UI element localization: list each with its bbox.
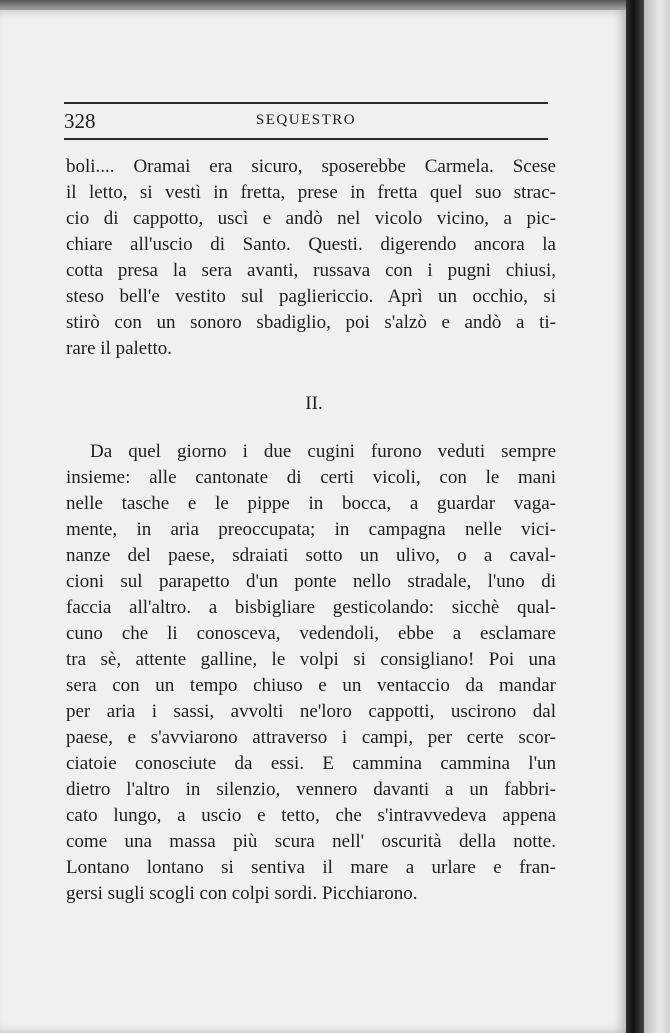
running-head: SEQUESTRO xyxy=(255,112,357,128)
text-line: Lontano lontano si sentiva il mare a urlare e fran- xyxy=(66,857,556,878)
text-line: cioni sul parapetto d'un ponte nello stradale, l'uno di xyxy=(66,571,556,592)
page-header xyxy=(64,102,548,140)
text-line: nelle tasche e le pippe in bocca, a guardar vaga- xyxy=(66,493,556,514)
text-line: mente, in aria preoccupata; in campagna nelle vici- xyxy=(66,519,556,540)
text-line: ciatoie conosciute da essi. E cammina cammina l'un xyxy=(66,753,556,774)
text-line: sera con un tempo chiuso e un ventaccio da mandar xyxy=(66,675,556,696)
text-line: stirò con un sonoro sbadiglio, poi s'alzò e andò a ti- xyxy=(66,312,556,333)
page-number: 328 xyxy=(64,109,96,133)
text-line: rare il paletto. xyxy=(66,338,173,359)
text-line: insieme: alle cantonate di certi vicoli, con le mani xyxy=(66,467,556,488)
section-number: II. xyxy=(305,393,323,414)
text-line: come una massa più scura nell' oscurità della notte. xyxy=(66,831,556,852)
text-line: gersi sugli scogli con colpi sordi. Picchiarono. xyxy=(66,883,418,904)
text-line: boli.... Oramai era sicuro, sposerebbe Carmela. Scese xyxy=(66,156,556,177)
text-line: Da quel giorno i due cugini furono veduti sempre xyxy=(90,441,556,462)
text-line: tra sè, attente galline, le volpi si consigliano! Poi una xyxy=(66,649,556,670)
text-line: chiare all'uscio di Santo. Questi. digerendo ancora la xyxy=(66,234,556,255)
book-spine-shadow xyxy=(626,0,644,1033)
book-page xyxy=(0,10,628,1033)
text-line: cio di cappotto, uscì e andò nel vicolo vicino, a pic- xyxy=(66,208,556,229)
text-line: paese, e s'avviarono attraverso i campi, per certe scor- xyxy=(66,727,556,748)
text-line: cotta presa la sera avanti, russava con i pugni chiusi, xyxy=(66,260,556,281)
text-line: per aria i sassi, avvolti ne'loro cappotti, uscirono dal xyxy=(66,701,556,722)
text-line: nanze del paese, sdraiati sotto un ulivo, o a caval- xyxy=(66,545,556,566)
text-line: steso bell'e vestito sul pagliericcio. Aprì un occhio, si xyxy=(66,286,556,307)
text-line: faccia all'altro. a bisbigliare gesticolando: sicchè qual- xyxy=(66,597,556,618)
text-line: il letto, si vestì in fretta, prese in fretta quel suo strac- xyxy=(66,182,556,203)
adjacent-page-edge xyxy=(644,0,670,1033)
text-line: cato lungo, a uscio e tetto, che s'intravvedeva appena xyxy=(66,805,556,826)
text-line: cuno che li conosceva, vedendoli, ebbe a esclamare xyxy=(66,623,556,644)
text-line: dietro l'altro in silenzio, vennero davanti a un fabbri- xyxy=(66,779,556,800)
